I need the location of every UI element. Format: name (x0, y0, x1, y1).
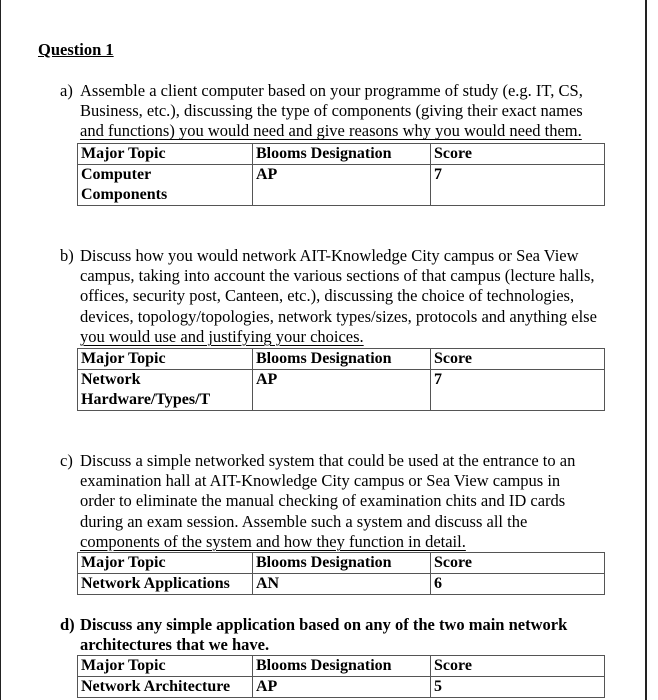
header-major-topic: Major Topic (78, 656, 253, 677)
header-score: Score (431, 656, 605, 677)
part-c-line: Discuss a simple networked system that could be used at the entrance to an (80, 451, 576, 470)
part-b-text (80, 246, 640, 347)
part-c-text (80, 451, 640, 552)
part-b-line: devices, topology/topologies, network types/sizes, protocols and anything else (80, 306, 597, 326)
part-c-label: c) (60, 451, 73, 470)
header-major-topic: Major Topic (78, 349, 253, 370)
header-score: Score (431, 553, 605, 574)
topic-line: Network Applications (81, 575, 230, 592)
topic-line: Components (81, 186, 168, 203)
header-major-topic: Major Topic (78, 144, 253, 165)
topic-line: Hardware/Types/T (81, 391, 211, 408)
part-a-text (80, 81, 640, 142)
table-header-row (78, 349, 605, 370)
header-blooms-designation: Blooms Designation (253, 553, 431, 574)
table-row (78, 370, 605, 411)
cell-blooms-designation: AP (253, 165, 431, 206)
page-left-border (0, 0, 1, 700)
part-b-line: Discuss how you would network AIT-Knowledge City campus or Sea View (80, 246, 579, 265)
cell-major-topic (78, 370, 253, 411)
header-major-topic: Major Topic (78, 553, 253, 574)
part-b-label: b) (60, 246, 74, 265)
part-a-label: a) (60, 81, 73, 100)
part-d-text (80, 615, 640, 655)
cell-score: 5 (431, 677, 605, 698)
part-d-line: architectures that we have. (80, 635, 270, 655)
topic-line: Computer (81, 166, 152, 183)
part-c-line: components of the system and how they function in detail. (80, 531, 466, 551)
topic-line: Network Architecture (81, 678, 231, 695)
part-d-table (77, 655, 605, 698)
cell-blooms-designation: AP (253, 370, 431, 411)
part-c-line: order to eliminate the manual checking of examination chits and ID cards (80, 491, 566, 511)
part-b-line: offices, security post, Canteen, etc.), discussing the choice of technologies, (80, 286, 575, 306)
table-header-row (78, 144, 605, 165)
header-blooms-designation: Blooms Designation (253, 656, 431, 677)
cell-score: 7 (431, 370, 605, 411)
header-score: Score (431, 349, 605, 370)
table-row (78, 574, 605, 595)
cell-major-topic (78, 677, 253, 698)
page-right-border (645, 0, 647, 700)
table-header-row (78, 553, 605, 574)
part-b-table (77, 348, 605, 411)
part-c-line: examination hall at AIT-Knowledge City campus or Sea View campus in (80, 471, 561, 491)
cell-major-topic (78, 165, 253, 206)
cell-blooms-designation: AN (253, 574, 431, 595)
table-row (78, 165, 605, 206)
part-a-line: Business, etc.), discussing the type of components (giving their exact names (80, 101, 583, 121)
header-blooms-designation: Blooms Designation (253, 144, 431, 165)
part-b-line: campus, taking into account the various sections of that campus (lecture halls, (80, 266, 595, 286)
cell-major-topic (78, 574, 253, 595)
part-d-line: Discuss any simple application based on any of the two main network (80, 615, 568, 634)
cell-score: 7 (431, 165, 605, 206)
part-c-line: during an exam session. Assemble such a system and discuss all the (80, 511, 528, 531)
topic-line: Network (81, 371, 141, 388)
part-c-table (77, 552, 605, 595)
question-title: Question 1 (38, 40, 114, 59)
part-a-line: and functions) you would need and give reasons why you would need them. (80, 121, 582, 141)
cell-score: 6 (431, 574, 605, 595)
table-header-row (78, 656, 605, 677)
table-row (78, 677, 605, 698)
header-blooms-designation: Blooms Designation (253, 349, 431, 370)
part-a-table (77, 143, 605, 206)
part-d-label: d) (60, 615, 75, 634)
part-a-line: Assemble a client computer based on your programme of study (e.g. IT, CS, (80, 81, 583, 100)
header-score: Score (431, 144, 605, 165)
cell-blooms-designation: AP (253, 677, 431, 698)
part-b-line: you would use and justifying your choices. (80, 326, 364, 346)
